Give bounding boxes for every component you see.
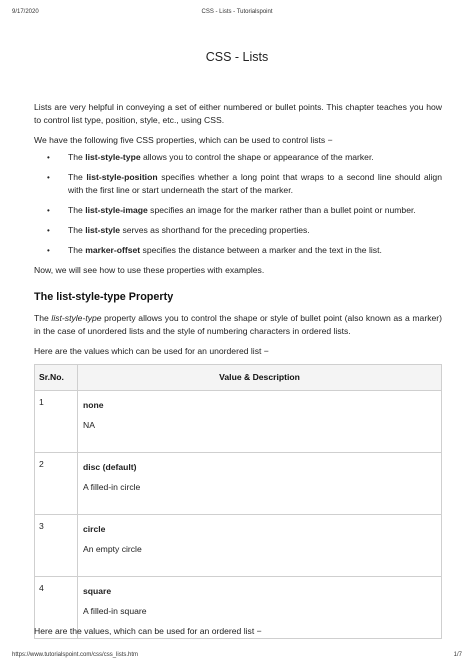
intro-paragraph: Lists are very helpful in conveying a set of either numbered or bullet points. This chapter teaches you how to control list type, position, style, etc., using CSS. — [34, 102, 442, 125]
row-number: 2 — [35, 453, 78, 515]
value-description: A filled-in circle — [83, 482, 141, 492]
now-paragraph: Now, we will see how to use these properties with examples. — [34, 265, 265, 275]
value-description: NA — [83, 420, 95, 430]
properties-list — [34, 151, 442, 257]
item-text: The — [68, 152, 86, 162]
value-name: square — [83, 586, 112, 596]
item-text: serves as shorthand for the preceding properties. — [120, 225, 310, 235]
item-text: specifies whether a long point that wraps to a second line should align with the first line or start underneath the start of the marker. — [68, 172, 442, 195]
list-item — [34, 244, 442, 257]
property-name: list-style-type — [85, 152, 141, 162]
table-row — [35, 453, 442, 515]
property-name: list-style — [85, 225, 121, 235]
table-row — [35, 515, 442, 577]
section-heading: The list-style-type Property — [34, 291, 174, 303]
properties-intro: We have the following five CSS properties, which can be used to control lists − — [34, 135, 333, 145]
item-text: The — [68, 225, 86, 235]
list-item — [34, 151, 442, 164]
value-name: disc (default) — [83, 462, 137, 472]
bullet-icon: • — [47, 153, 50, 162]
property-name: marker-offset — [85, 245, 141, 255]
definition-text: The — [34, 313, 52, 323]
bullet-icon: • — [47, 246, 50, 255]
row-number: 3 — [35, 515, 78, 577]
column-header-srno: Sr.No. — [35, 365, 78, 391]
values-table — [34, 364, 442, 639]
item-text: specifies an image for the marker rather than a bullet point or number. — [147, 205, 416, 215]
list-item — [34, 171, 442, 197]
header-title: CSS - Lists - Tutorialspoint — [201, 9, 273, 15]
header-date: 9/17/2020 — [12, 9, 39, 15]
value-description: An empty circle — [83, 544, 142, 554]
item-text: The — [68, 245, 86, 255]
footer-page-number: 1/7 — [453, 652, 462, 658]
item-text: specifies the distance between a marker and the text in the list. — [140, 245, 382, 255]
table-header-row — [35, 365, 442, 391]
item-text: The — [68, 205, 86, 215]
footer-url[interactable]: https://www.tutorialspoint.com/css/css_lists.htm — [12, 652, 139, 658]
value-name: circle — [83, 524, 106, 534]
page-title: CSS - Lists — [205, 50, 269, 64]
row-value-cell — [78, 453, 442, 515]
article-content — [34, 101, 442, 639]
list-item — [34, 224, 442, 237]
list-item — [34, 204, 442, 217]
value-name: none — [83, 400, 104, 410]
property-name: list-style-image — [85, 205, 148, 215]
row-value-cell — [78, 515, 442, 577]
column-header-value: Value & Description — [78, 365, 442, 391]
property-name: list-style-position — [86, 172, 158, 182]
definition-term: list-style-type — [51, 313, 102, 323]
bullet-icon: • — [47, 206, 50, 215]
item-text: The — [68, 172, 87, 182]
row-value-cell — [78, 391, 442, 453]
bullet-icon: • — [47, 173, 50, 182]
row-number: 1 — [35, 391, 78, 453]
item-text: allows you to control the shape or appearance of the marker. — [140, 152, 374, 162]
row-number: 4 — [35, 577, 78, 639]
definition-paragraph — [34, 312, 442, 338]
bullet-icon: • — [47, 226, 50, 235]
value-description: A filled-in square — [83, 606, 147, 616]
table-row — [35, 391, 442, 453]
definition-text: property allows you to control the shape or style of bullet point (also known as a marker) in the case of unordered lists and the style of numbering characters in ordered lists. — [34, 313, 442, 336]
ordered-intro: Here are the values, which can be used for an ordered list − — [34, 626, 262, 636]
unordered-intro: Here are the values which can be used for an unordered list − — [34, 346, 269, 356]
